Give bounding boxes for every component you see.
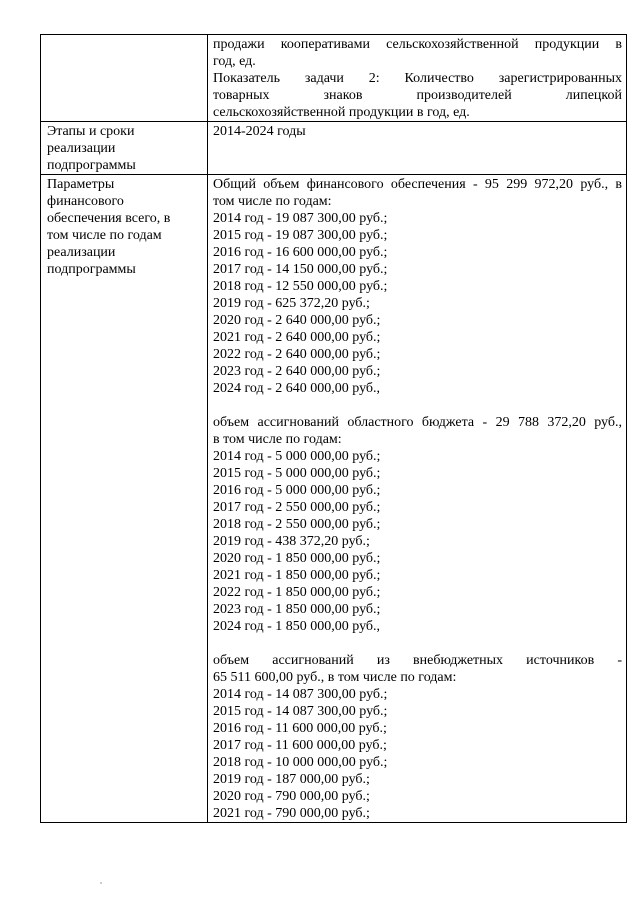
year-line: 2024 год - 2 640 000,00 руб., [213, 381, 381, 396]
cell-tasks-value [208, 35, 627, 122]
year-line: 2022 год - 2 640 000,00 руб.; [213, 347, 381, 362]
total-head-line: том числе по годам: [213, 194, 332, 209]
year-line: 2019 год - 625 372,20 руб.; [213, 296, 370, 311]
year-line: 2023 год - 1 850 000,00 руб.; [213, 602, 381, 617]
year-line: 2019 год - 187 000,00 руб.; [213, 772, 370, 787]
passport-table [40, 34, 627, 823]
year-line: 2021 год - 2 640 000,00 руб.; [213, 330, 381, 345]
label-line: обеспечения всего, в [47, 211, 171, 226]
year-line: 2016 год - 11 600 000,00 руб.; [213, 721, 387, 736]
label-line: Этапы и сроки [47, 124, 135, 139]
year-line: 2021 год - 790 000,00 руб.; [213, 806, 370, 821]
text-line: Показатель задачи 2: Количество зарегистрированных [213, 71, 622, 86]
cell-stages-label [41, 122, 208, 175]
label-line: подпрограммы [47, 262, 136, 277]
year-line: 2020 год - 790 000,00 руб.; [213, 789, 370, 804]
extrabudget-head-line: объем ассигнований из внебюджетных источников - [213, 653, 622, 668]
year-line: 2017 год - 2 550 000,00 руб.; [213, 500, 381, 515]
year-line: 2020 год - 2 640 000,00 руб.; [213, 313, 381, 328]
year-line: 2014 год - 14 087 300,00 руб.; [213, 687, 388, 702]
table-row-tasks [41, 35, 627, 122]
year-line: 2019 год - 438 372,20 руб.; [213, 534, 370, 549]
regional-budget-block [213, 414, 622, 635]
year-line: 2015 год - 5 000 000,00 руб.; [213, 466, 381, 481]
year-line: 2017 год - 14 150 000,00 руб.; [213, 262, 388, 277]
year-line: 2021 год - 1 850 000,00 руб.; [213, 568, 381, 583]
total-head-line: Общий объем финансового обеспечения - 95 299 972,20 руб., в [213, 177, 622, 192]
year-line: 2017 год - 11 600 000,00 руб.; [213, 738, 387, 753]
total-financing-block [213, 176, 622, 397]
year-line: 2014 год - 19 087 300,00 руб.; [213, 211, 388, 226]
year-line: 2014 год - 5 000 000,00 руб.; [213, 449, 381, 464]
cell-tasks-label [41, 35, 208, 122]
spacer [213, 397, 622, 414]
year-line: 2016 год - 5 000 000,00 руб.; [213, 483, 381, 498]
cell-financing-label [41, 175, 208, 823]
year-line: 2020 год - 1 850 000,00 руб.; [213, 551, 381, 566]
text-line: товарных знаков производителей липецкой [213, 88, 622, 103]
scan-speck [100, 882, 102, 884]
text-line: сельскохозяйственной продукции в год, ед. [213, 105, 470, 120]
table-row-stages [41, 122, 627, 175]
label-line: реализации [47, 141, 116, 156]
year-line: 2016 год - 16 600 000,00 руб.; [213, 245, 388, 260]
stages-value: 2014-2024 годы [213, 124, 306, 139]
year-line: 2023 год - 2 640 000,00 руб.; [213, 364, 381, 379]
year-line: 2015 год - 19 087 300,00 руб.; [213, 228, 388, 243]
label-line: том числе по годам [47, 228, 162, 243]
label-line: финансового [47, 194, 124, 209]
year-line: 2018 год - 10 000 000,00 руб.; [213, 755, 388, 770]
year-line: 2024 год - 1 850 000,00 руб., [213, 619, 381, 634]
extrabudget-head-line: 65 511 600,00 руб., в том числе по годам: [213, 670, 457, 685]
regional-head-line: объем ассигнований областного бюджета - 29 788 372,20 руб., [213, 415, 622, 430]
cell-stages-value [208, 122, 627, 175]
spacer [213, 635, 622, 652]
table-row-financing [41, 175, 627, 823]
label-line: Параметры [47, 177, 115, 192]
label-line: подпрограммы [47, 158, 136, 173]
text-line: год, ед. [213, 54, 256, 69]
extrabudget-block [213, 652, 622, 822]
year-line: 2018 год - 2 550 000,00 руб.; [213, 517, 381, 532]
year-line: 2018 год - 12 550 000,00 руб.; [213, 279, 388, 294]
cell-financing-value [208, 175, 627, 823]
label-line: реализации [47, 245, 116, 260]
text-line: продажи кооперативами сельскохозяйственной продукции в [213, 37, 622, 52]
regional-head-line: в том числе по годам: [213, 432, 342, 447]
year-line: 2015 год - 14 087 300,00 руб.; [213, 704, 388, 719]
year-line: 2022 год - 1 850 000,00 руб.; [213, 585, 381, 600]
